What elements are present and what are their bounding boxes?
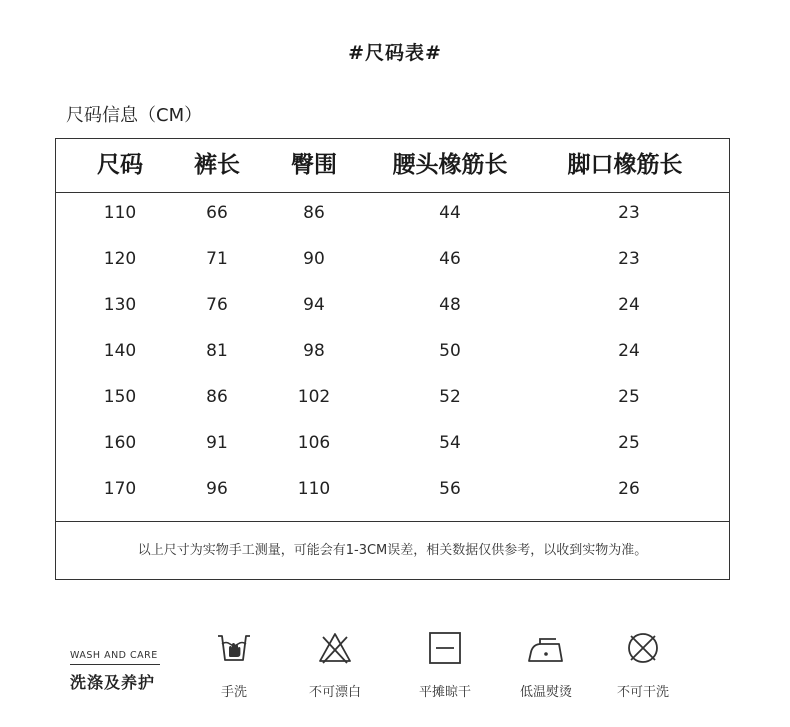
cell-size: 140 (103, 341, 137, 361)
table-row (56, 466, 729, 512)
size-table (55, 138, 730, 580)
cell-waist-elastic: 50 (439, 341, 461, 361)
table-row (56, 374, 729, 420)
cell-hip: 106 (297, 433, 331, 453)
cell-size: 160 (103, 433, 137, 453)
header-hip: 臀围 (291, 152, 337, 178)
no-bleach-icon (315, 628, 355, 668)
cell-cuff-elastic: 25 (618, 387, 640, 407)
cell-waist-elastic: 54 (439, 433, 461, 453)
care-item-low-iron (496, 628, 596, 700)
low-iron-icon (526, 628, 566, 668)
care-label: 平摊晾干 (418, 685, 471, 700)
cell-hip: 94 (303, 295, 325, 315)
cell-waist-elastic: 44 (439, 203, 461, 223)
cell-waist-elastic: 52 (439, 387, 461, 407)
cell-cuff-elastic: 25 (618, 433, 640, 453)
care-item-no-dry-clean (593, 628, 693, 700)
care-label: 低温熨烫 (519, 685, 572, 700)
cell-size: 130 (103, 295, 137, 315)
cell-hip: 98 (303, 341, 325, 361)
header-cuff-elastic: 脚口橡筋长 (567, 152, 683, 178)
no-dry-clean-icon (623, 628, 663, 668)
section-label: 尺码信息（CM） (66, 105, 203, 126)
wash-care-divider (70, 664, 160, 665)
care-item-hand-wash (184, 628, 284, 700)
cell-pants-length: 96 (206, 479, 228, 499)
cell-waist-elastic: 46 (439, 249, 461, 269)
care-label: 不可干洗 (616, 685, 669, 700)
cell-size: 110 (103, 203, 137, 223)
cell-size: 150 (103, 387, 137, 407)
cell-cuff-elastic: 24 (618, 295, 640, 315)
cell-pants-length: 86 (206, 387, 228, 407)
table-header-row (56, 139, 729, 193)
cell-hip: 86 (303, 203, 325, 223)
measurement-note: 以上尺寸为实物手工测量，可能会有1-3CM误差，相关数据仅供参考，以收到实物为准。 (137, 543, 648, 558)
header-size: 尺码 (97, 152, 143, 178)
cell-pants-length: 66 (206, 203, 228, 223)
table-row (56, 328, 729, 374)
cell-pants-length: 81 (206, 341, 228, 361)
table-row (56, 282, 729, 328)
cell-cuff-elastic: 26 (618, 479, 640, 499)
table-note-row (56, 521, 729, 580)
cell-size: 170 (103, 479, 137, 499)
cell-cuff-elastic: 23 (618, 249, 640, 269)
cell-cuff-elastic: 23 (618, 203, 640, 223)
cell-pants-length: 71 (206, 249, 228, 269)
care-label: 手洗 (220, 685, 247, 700)
cell-cuff-elastic: 24 (618, 341, 640, 361)
cell-hip: 110 (297, 479, 331, 499)
table-row (56, 236, 729, 282)
cell-hip: 102 (297, 387, 331, 407)
wash-care-heading (70, 650, 160, 693)
cell-waist-elastic: 56 (439, 479, 461, 499)
table-row (56, 420, 729, 466)
cell-pants-length: 76 (206, 295, 228, 315)
wash-care-heading-cn: 洗涤及养护 (70, 673, 156, 692)
header-waist-elastic: 腰头橡筋长 (392, 152, 508, 178)
cell-waist-elastic: 48 (439, 295, 461, 315)
hand-wash-icon (214, 628, 254, 668)
care-item-dry-flat (395, 628, 495, 700)
cell-pants-length: 91 (206, 433, 228, 453)
cell-size: 120 (103, 249, 137, 269)
care-item-no-bleach (285, 628, 385, 700)
table-row (56, 190, 729, 236)
header-pants-length: 裤长 (194, 152, 240, 178)
dry-flat-icon (425, 628, 465, 668)
wash-care-heading-en: WASH AND CARE (70, 650, 158, 661)
cell-hip: 90 (303, 249, 325, 269)
page-title: #尺码表# (348, 42, 442, 64)
care-label: 不可漂白 (308, 685, 361, 700)
